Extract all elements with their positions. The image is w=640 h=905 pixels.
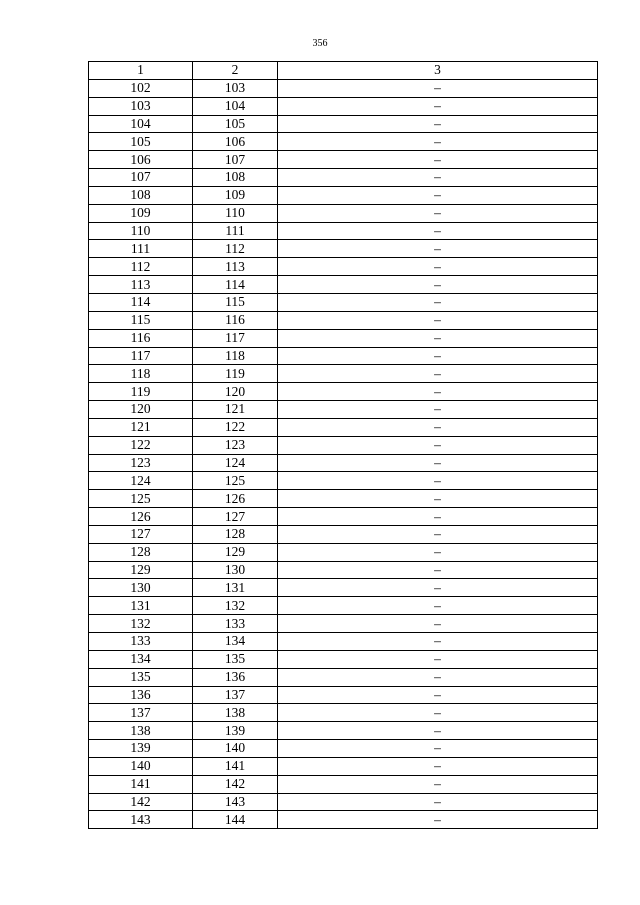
table-cell-col-1: 109 — [89, 204, 193, 222]
table-row — [89, 775, 598, 793]
table-cell-col-3: – — [278, 597, 598, 615]
table-row — [89, 133, 598, 151]
table-cell-col-3: – — [278, 686, 598, 704]
table-cell-col-3: – — [278, 508, 598, 526]
table-row — [89, 204, 598, 222]
table-cell-col-3: – — [278, 276, 598, 294]
table-cell-col-1: 140 — [89, 757, 193, 775]
table-cell-col-1: 114 — [89, 293, 193, 311]
table-cell-col-2: 142 — [193, 775, 278, 793]
table-row — [89, 418, 598, 436]
table-cell-col-3: – — [278, 722, 598, 740]
table-cell-col-1: 123 — [89, 454, 193, 472]
table-cell-col-3: – — [278, 347, 598, 365]
table-row — [89, 258, 598, 276]
table-cell-col-3: – — [278, 365, 598, 383]
table-cell-col-2: 111 — [193, 222, 278, 240]
table-cell-col-1: 138 — [89, 722, 193, 740]
table-cell-col-3: – — [278, 740, 598, 758]
table-cell-col-1: 122 — [89, 436, 193, 454]
table-cell-col-1: 110 — [89, 222, 193, 240]
table-cell-col-1: 113 — [89, 276, 193, 294]
table-cell-col-3: – — [278, 490, 598, 508]
table-cell-col-1: 128 — [89, 543, 193, 561]
table-cell-col-3: – — [278, 240, 598, 258]
table-cell-col-3: – — [278, 329, 598, 347]
table-row — [89, 740, 598, 758]
table-row — [89, 561, 598, 579]
table-cell-col-1: 103 — [89, 97, 193, 115]
table-cell-col-1: 131 — [89, 597, 193, 615]
table-cell-col-1: 142 — [89, 793, 193, 811]
table-row — [89, 722, 598, 740]
table-cell-col-2: 113 — [193, 258, 278, 276]
table-cell-col-2: 118 — [193, 347, 278, 365]
column-header-3: 3 — [278, 62, 598, 80]
table-row — [89, 543, 598, 561]
table-row — [89, 401, 598, 419]
table-cell-col-1: 121 — [89, 418, 193, 436]
table-row — [89, 525, 598, 543]
data-table — [88, 61, 598, 829]
table-row — [89, 597, 598, 615]
table-cell-col-2: 107 — [193, 151, 278, 169]
table-cell-col-1: 130 — [89, 579, 193, 597]
table-cell-col-1: 116 — [89, 329, 193, 347]
table-cell-col-2: 144 — [193, 811, 278, 829]
table-row — [89, 668, 598, 686]
table-row — [89, 793, 598, 811]
table-cell-col-3: – — [278, 222, 598, 240]
table-cell-col-2: 119 — [193, 365, 278, 383]
table-row — [89, 811, 598, 829]
table-cell-col-1: 132 — [89, 615, 193, 633]
table-cell-col-3: – — [278, 186, 598, 204]
table-cell-col-3: – — [278, 775, 598, 793]
table-cell-col-3: – — [278, 133, 598, 151]
table-cell-col-3: – — [278, 793, 598, 811]
table-cell-col-1: 124 — [89, 472, 193, 490]
table-cell-col-1: 143 — [89, 811, 193, 829]
table-cell-col-2: 135 — [193, 650, 278, 668]
table-cell-col-1: 137 — [89, 704, 193, 722]
table-cell-col-3: – — [278, 525, 598, 543]
table-cell-col-3: – — [278, 472, 598, 490]
table-cell-col-2: 124 — [193, 454, 278, 472]
table-row — [89, 276, 598, 294]
table-row — [89, 240, 598, 258]
table-cell-col-1: 126 — [89, 508, 193, 526]
table-cell-col-1: 105 — [89, 133, 193, 151]
table-cell-col-3: – — [278, 454, 598, 472]
table-row — [89, 151, 598, 169]
table-cell-col-2: 128 — [193, 525, 278, 543]
table-row — [89, 454, 598, 472]
table-row — [89, 633, 598, 651]
table-cell-col-2: 134 — [193, 633, 278, 651]
table-cell-col-1: 112 — [89, 258, 193, 276]
table-cell-col-2: 115 — [193, 293, 278, 311]
table-cell-col-3: – — [278, 668, 598, 686]
table-cell-col-3: – — [278, 543, 598, 561]
table-cell-col-3: – — [278, 579, 598, 597]
column-header-2: 2 — [193, 62, 278, 80]
table-cell-col-2: 129 — [193, 543, 278, 561]
table-cell-col-1: 129 — [89, 561, 193, 579]
table-row — [89, 347, 598, 365]
table-cell-col-2: 138 — [193, 704, 278, 722]
table-cell-col-1: 102 — [89, 79, 193, 97]
table-cell-col-2: 130 — [193, 561, 278, 579]
table-cell-col-2: 137 — [193, 686, 278, 704]
table-row — [89, 311, 598, 329]
table-cell-col-2: 114 — [193, 276, 278, 294]
table-cell-col-2: 117 — [193, 329, 278, 347]
table-cell-col-3: – — [278, 650, 598, 668]
table-row — [89, 186, 598, 204]
table-cell-col-2: 109 — [193, 186, 278, 204]
table-row — [89, 79, 598, 97]
table-body — [89, 79, 598, 828]
table-cell-col-3: – — [278, 258, 598, 276]
table-cell-col-1: 134 — [89, 650, 193, 668]
table-cell-col-1: 107 — [89, 169, 193, 187]
table-header-row — [89, 62, 598, 80]
table-cell-col-3: – — [278, 97, 598, 115]
table-cell-col-2: 116 — [193, 311, 278, 329]
table-cell-col-2: 141 — [193, 757, 278, 775]
table-row — [89, 579, 598, 597]
table-cell-col-1: 127 — [89, 525, 193, 543]
table-cell-col-1: 135 — [89, 668, 193, 686]
table-cell-col-2: 125 — [193, 472, 278, 490]
table-cell-col-3: – — [278, 293, 598, 311]
table-row — [89, 704, 598, 722]
table-cell-col-3: – — [278, 79, 598, 97]
table-cell-col-2: 133 — [193, 615, 278, 633]
table-cell-col-2: 110 — [193, 204, 278, 222]
table-cell-col-1: 139 — [89, 740, 193, 758]
table-cell-col-3: – — [278, 418, 598, 436]
table-row — [89, 97, 598, 115]
table-cell-col-1: 108 — [89, 186, 193, 204]
table-cell-col-1: 141 — [89, 775, 193, 793]
table-cell-col-2: 122 — [193, 418, 278, 436]
table-row — [89, 508, 598, 526]
table-cell-col-1: 119 — [89, 383, 193, 401]
table-cell-col-3: – — [278, 383, 598, 401]
table-row — [89, 490, 598, 508]
table-cell-col-3: – — [278, 311, 598, 329]
table-row — [89, 686, 598, 704]
table-cell-col-3: – — [278, 561, 598, 579]
table-cell-col-3: – — [278, 151, 598, 169]
table-row — [89, 472, 598, 490]
table-row — [89, 222, 598, 240]
table-cell-col-3: – — [278, 436, 598, 454]
table-cell-col-2: 120 — [193, 383, 278, 401]
table-cell-col-2: 104 — [193, 97, 278, 115]
table-cell-col-2: 139 — [193, 722, 278, 740]
table-cell-col-2: 105 — [193, 115, 278, 133]
table-cell-col-2: 131 — [193, 579, 278, 597]
table-cell-col-1: 104 — [89, 115, 193, 133]
table-cell-col-3: – — [278, 204, 598, 222]
table-cell-col-2: 121 — [193, 401, 278, 419]
table-cell-col-2: 143 — [193, 793, 278, 811]
table-cell-col-2: 108 — [193, 169, 278, 187]
table-cell-col-3: – — [278, 704, 598, 722]
table-cell-col-1: 115 — [89, 311, 193, 329]
table-row — [89, 436, 598, 454]
table-cell-col-2: 112 — [193, 240, 278, 258]
table-row — [89, 650, 598, 668]
table-cell-col-2: 123 — [193, 436, 278, 454]
table-cell-col-2: 127 — [193, 508, 278, 526]
column-header-1: 1 — [89, 62, 193, 80]
table-row — [89, 365, 598, 383]
table-row — [89, 383, 598, 401]
table-cell-col-2: 140 — [193, 740, 278, 758]
table-row — [89, 293, 598, 311]
table-cell-col-3: – — [278, 401, 598, 419]
table-cell-col-3: – — [278, 757, 598, 775]
table-cell-col-1: 125 — [89, 490, 193, 508]
table-cell-col-1: 111 — [89, 240, 193, 258]
table-cell-col-3: – — [278, 633, 598, 651]
table-cell-col-1: 117 — [89, 347, 193, 365]
table-cell-col-2: 136 — [193, 668, 278, 686]
table-cell-col-1: 118 — [89, 365, 193, 383]
table-row — [89, 757, 598, 775]
table-cell-col-1: 120 — [89, 401, 193, 419]
table-cell-col-2: 132 — [193, 597, 278, 615]
table-cell-col-2: 106 — [193, 133, 278, 151]
table-cell-col-1: 136 — [89, 686, 193, 704]
table-cell-col-2: 126 — [193, 490, 278, 508]
table-cell-col-3: – — [278, 811, 598, 829]
page-number: 356 — [312, 38, 328, 49]
table-cell-col-3: – — [278, 115, 598, 133]
table-cell-col-2: 103 — [193, 79, 278, 97]
table-row — [89, 329, 598, 347]
table-row — [89, 169, 598, 187]
table-row — [89, 615, 598, 633]
table-cell-col-3: – — [278, 169, 598, 187]
table-cell-col-3: – — [278, 615, 598, 633]
table-cell-col-1: 133 — [89, 633, 193, 651]
table-cell-col-1: 106 — [89, 151, 193, 169]
table-row — [89, 115, 598, 133]
